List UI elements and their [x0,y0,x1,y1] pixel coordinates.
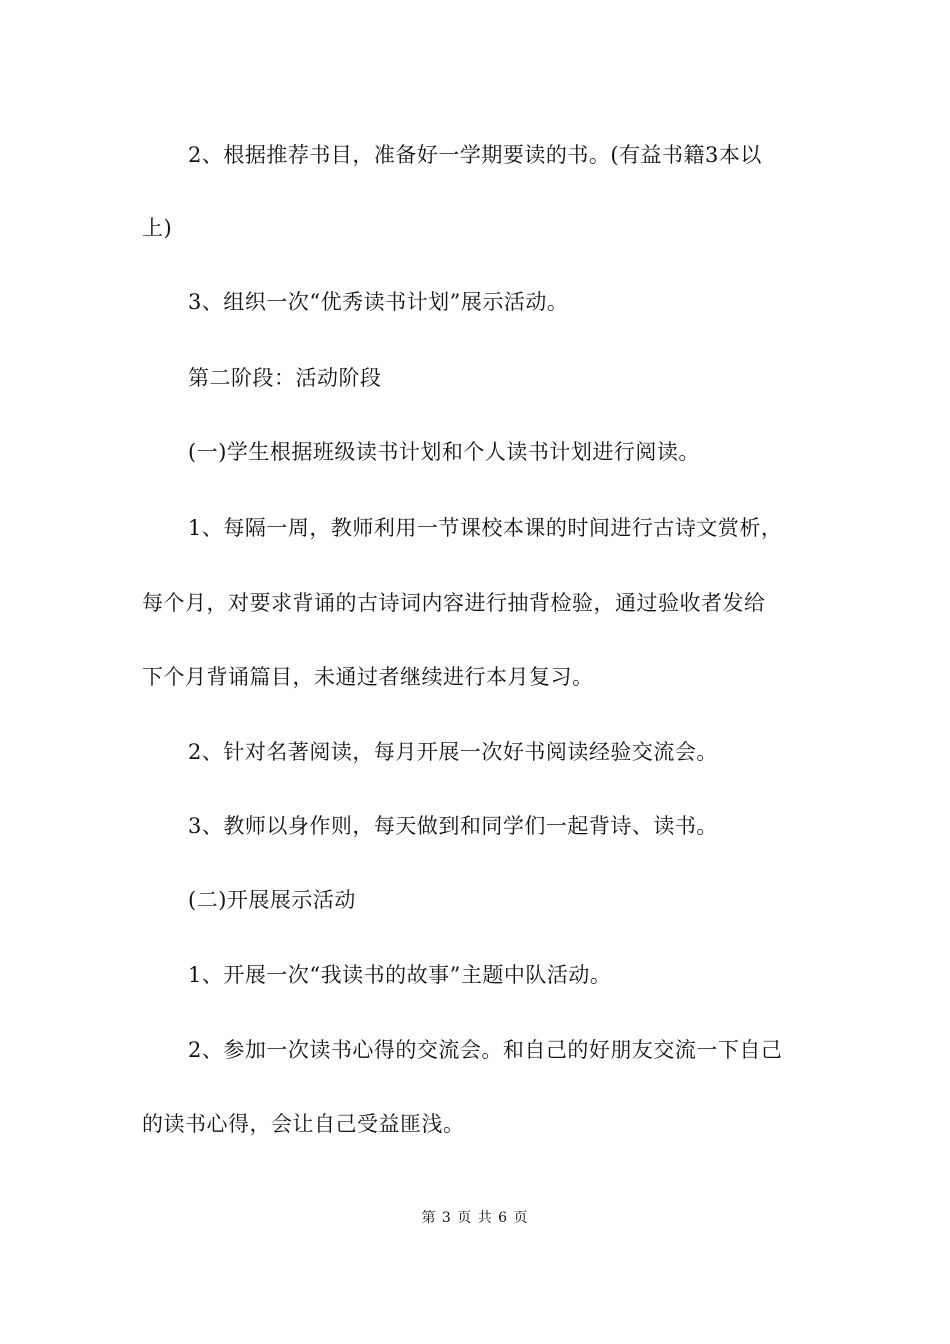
paragraph-line: 2、参加一次读书心得的交流会。和自己的好朋友交流一下自己 [188,1038,783,1062]
page-number-footer: 第 3 页 共 6 页 [421,1210,529,1226]
paragraph-line: (一)学生根据班级读书计划和个人读书计划进行阅读。 [188,440,700,464]
paragraph-line: 2、针对名著阅读，每月开展一次好书阅读经验交流会。 [188,740,718,764]
paragraph-line: 3、教师以身作则，每天做到和同学们一起背诗、读书。 [188,814,718,838]
paragraph-line: 上) [142,216,173,240]
section-heading: (二)开展展示活动 [188,888,356,912]
paragraph-line: 2、根据推荐书目，准备好一学期要读的书。(有益书籍3本以 [188,143,762,167]
paragraph-line: 每个月，对要求背诵的古诗词内容进行抽背检验，通过验收者发给 [142,591,766,615]
section-heading: 第二阶段：活动阶段 [188,366,382,390]
paragraph-line: 3、组织一次“优秀读书计划”展示活动。 [188,290,569,314]
paragraph-line: 1、开展一次“我读书的故事”主题中队活动。 [188,963,612,987]
paragraph-line: 1、每隔一周，教师利用一节课校本课的时间进行古诗文赏析， [188,516,783,540]
paragraph-line: 下个月背诵篇目，未通过者继续进行本月复习。 [142,665,594,689]
paragraph-line: 的读书心得，会让自己受益匪浅。 [142,1112,465,1136]
